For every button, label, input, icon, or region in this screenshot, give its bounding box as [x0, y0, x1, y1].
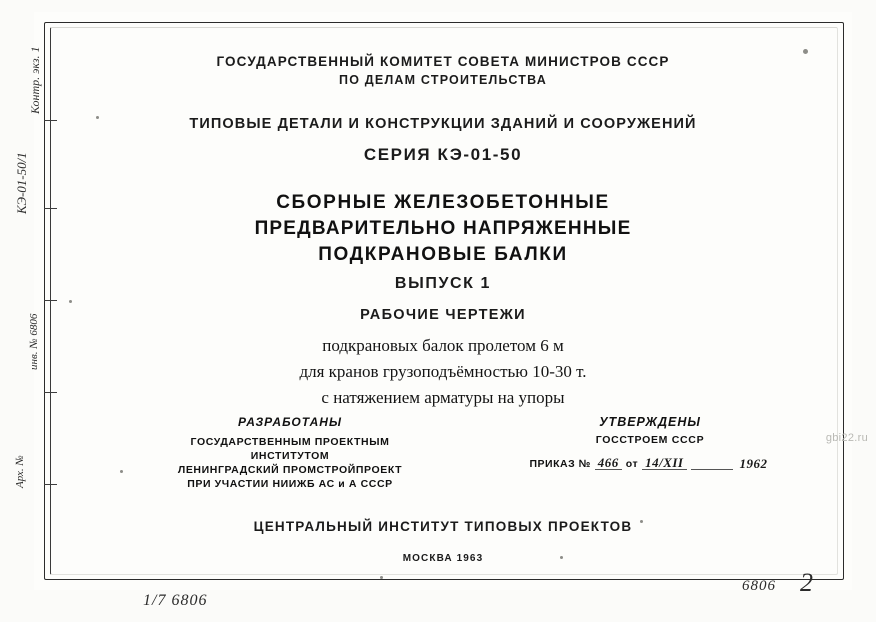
developed-line-3: ПРИ УЧАСТИИ НИИЖБ АС и А СССР — [187, 478, 393, 490]
developed-heading: РАЗРАБОТАНЫ — [238, 415, 342, 429]
approved-heading: УТВЕРЖДЕНЫ — [599, 415, 701, 429]
main-title-line-2: ПРЕДВАРИТЕЛЬНО НАПРЯЖЕННЫЕ — [254, 218, 632, 239]
description — [50, 333, 836, 411]
description-line-2: для кранов грузоподъёмностью 10-30 т. — [299, 362, 587, 381]
order-from-label: от — [625, 458, 639, 470]
scan-speck — [96, 116, 99, 119]
city-year: МОСКВА 1963 — [402, 553, 484, 564]
working-drawings-label: РАБОЧИЕ ЧЕРТЕЖИ — [360, 307, 526, 323]
approval-order-row — [520, 456, 780, 470]
left-margin-notes — [2, 18, 46, 598]
developed-line-2: ЛЕНИНГРАДСКИЙ ПРОМСТРОЙПРОЕКТ — [177, 464, 403, 476]
margin-note-code: КЭ-01-50/1 — [14, 152, 29, 214]
archive-number-mark: 6806 — [742, 578, 776, 594]
organization-line-1: ГОСУДАРСТВЕННЫЙ КОМИТЕТ СОВЕТА МИНИСТРОВ СССР — [216, 54, 670, 69]
main-title — [50, 190, 836, 268]
series-code: СЕРИЯ КЭ-01-50 — [363, 145, 523, 164]
watermark: gbi22.ru — [825, 432, 868, 444]
order-year: 1962 — [739, 456, 768, 471]
organization-line-2: ПО ДЕЛАМ СТРОИТЕЛЬСТВА — [339, 73, 547, 87]
scan-speck — [380, 576, 383, 579]
scan-speck — [560, 556, 563, 559]
description-line-3: с натяжением арматуры на упоры — [321, 388, 565, 407]
scan-speck — [803, 49, 808, 54]
institute-name: ЦЕНТРАЛЬНЫЙ ИНСТИТУТ ТИПОВЫХ ПРОЕКТОВ — [253, 519, 633, 534]
scan-speck — [120, 470, 123, 473]
handwritten-mark-bottom-left: 1/7 6806 — [143, 592, 208, 609]
scan-speck — [640, 520, 643, 523]
margin-note-top: Контр. экз. 1 — [28, 46, 42, 114]
order-rule — [691, 457, 733, 470]
scan-speck — [69, 300, 72, 303]
margin-note-low: Арх. № — [14, 455, 26, 488]
order-number: 466 — [595, 456, 622, 470]
order-date: 14/ХII — [642, 456, 686, 470]
main-title-line-1: СБОРНЫЕ ЖЕЛЕЗОБЕТОННЫЕ — [276, 192, 610, 213]
main-title-line-3: ПОДКРАНОВЫЕ БАЛКИ — [318, 244, 568, 265]
description-line-1: подкрановых балок пролетом 6 м — [322, 336, 564, 355]
developed-line-1: ГОСУДАРСТВЕННЫМ ПРОЕКТНЫМ ИНСТИТУТОМ — [190, 436, 390, 462]
approved-organization: ГОССТРОЕМ СССР — [595, 434, 705, 446]
issue-number: ВЫПУСК 1 — [394, 275, 492, 292]
series-title: ТИПОВЫЕ ДЕТАЛИ И КОНСТРУКЦИИ ЗДАНИЙ И СООРУЖЕНИЙ — [189, 116, 697, 132]
page-number-mark: 2 — [800, 568, 813, 597]
margin-note-mid: инв. № 6806 — [28, 313, 40, 370]
developed-by-block — [150, 415, 430, 491]
title-page-content — [50, 27, 836, 573]
approved-by-block — [520, 415, 780, 470]
order-label: ПРИКАЗ № — [529, 458, 591, 470]
